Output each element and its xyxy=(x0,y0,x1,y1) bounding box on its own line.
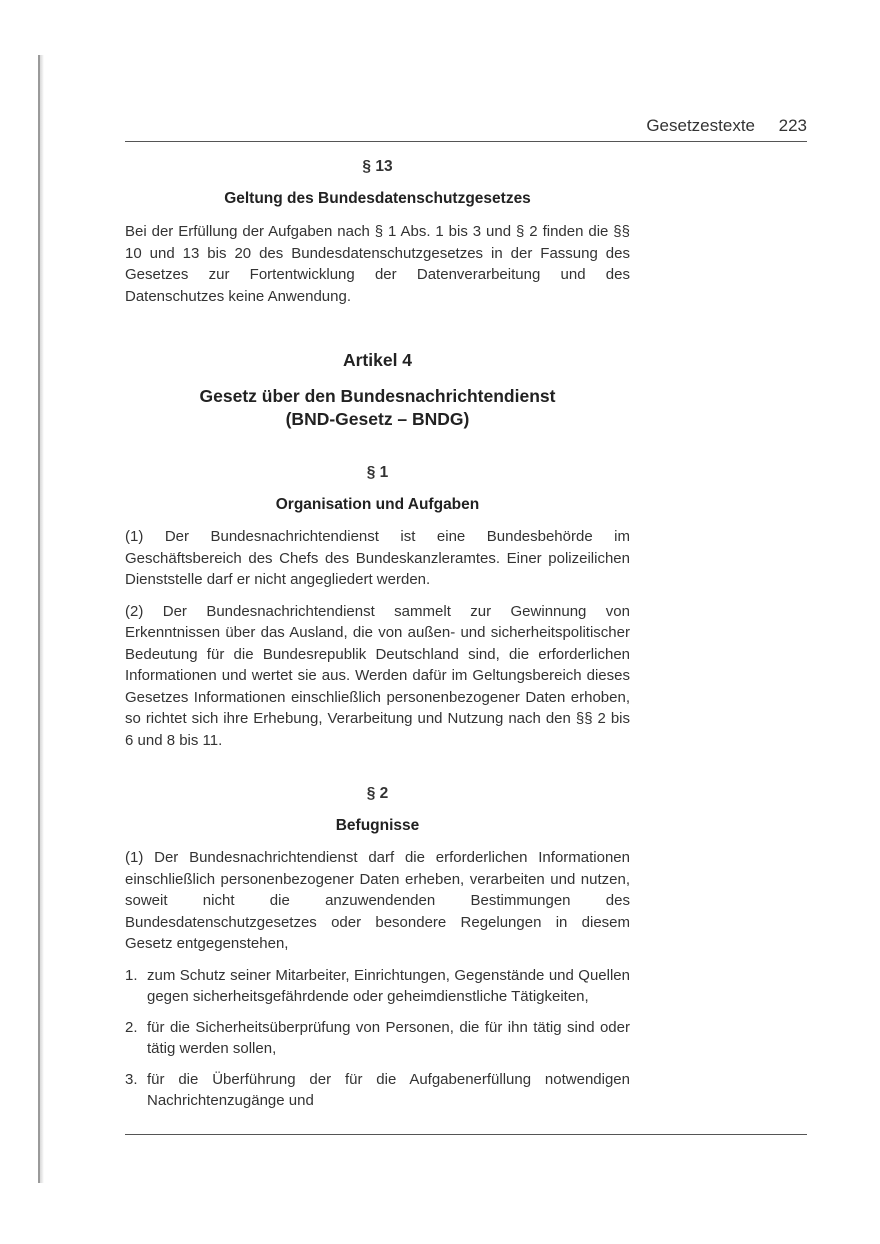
footer-rule xyxy=(125,1134,807,1135)
list-item-text: für die Überführung der für die Aufgabenerfüllung notwendigen Nachrichtenzugänge und xyxy=(147,1070,630,1109)
section-paragraph: (1) Der Bundesnachrichtendienst darf die erforderlichen Informationen einschließlich personenbezogener Daten erheben, verarbeiten und nutzen, soweit nicht die anzuwendenden Bestimmungen des Bundesdatenschutzgesetzes oder besondere Regelungen in diesem Gesetz entgegenstehen, xyxy=(125,849,630,952)
section-number: § 2 xyxy=(366,785,389,802)
list-item-number: 3. xyxy=(125,1070,138,1088)
article-title-line-1: Gesetz über den Bundesnachrichtendienst xyxy=(199,386,556,406)
section-paragraph: Bei der Erfüllung der Aufgaben nach § 1 Abs. 1 bis 3 und § 2 finden die §§ 10 und 13 bis 20 des Bundesdatenschutzgesetzes in der Fassung des Gesetzes zur Fortentwicklung der Datenverarbeitung und des Datenschutzes keine Anwendung. xyxy=(125,223,630,305)
section-paragraph: (2) Der Bundesnachrichtendienst sammelt zur Gewinnung von Erkenntnissen über das Ausland, die von außen- und sicherheitspolitischer Bedeutung für die Bundesrepublik Deutschland sind, die erforderlichen Informationen und wertet sie aus. Werden dafür im Geltungsbereich dieses Gesetzes Informationen einschließlich personenbezogener Daten erhoben, so richtet sich ihre Erhebung, Verarbeitung und Nutzung nach den §§ 2 bis 6 und 8 bis 11. xyxy=(125,602,630,749)
list-item xyxy=(125,1069,630,1112)
list-item xyxy=(125,1017,630,1060)
section-paragraph: (1) Der Bundesnachrichtendienst ist eine Bundesbehörde im Geschäftsbereich des Chefs des Bundeskanzleramtes. Einer polizeilichen Dienststelle darf er nicht angegliedert werden. xyxy=(125,528,630,588)
page-content xyxy=(125,158,630,1112)
section-title: Befugnisse xyxy=(335,817,420,834)
list-item-text: für die Sicherheitsüberprüfung von Personen, die für ihn tätig sind oder tätig werden sollen, xyxy=(147,1018,630,1057)
list-item-text: zum Schutz seiner Mitarbeiter, Einrichtungen, Gegenstände und Quellen gegen sicherheitsgefährdende oder geheimdienstliche Tätigkeiten, xyxy=(147,966,630,1005)
book-spine-edge xyxy=(38,55,40,1183)
article-heading xyxy=(125,350,630,431)
header-rule xyxy=(125,141,807,142)
list-item xyxy=(125,965,630,1008)
section-2 xyxy=(125,785,630,1112)
section-1 xyxy=(125,464,630,751)
article-title-line-2: (BND-Gesetz – BNDG) xyxy=(285,409,470,429)
section-title: Organisation und Aufgaben xyxy=(275,496,480,513)
running-header-title: Gesetzestexte xyxy=(646,116,755,135)
list-item-number: 1. xyxy=(125,966,138,984)
article-number: Artikel 4 xyxy=(342,350,413,370)
section-number: § 1 xyxy=(366,464,389,481)
page-number: 223 xyxy=(778,116,807,135)
section-13 xyxy=(125,158,630,307)
enumerated-list xyxy=(125,965,630,1112)
list-item-number: 2. xyxy=(125,1018,138,1036)
running-header xyxy=(125,116,807,140)
document-page xyxy=(125,0,807,1244)
section-number: § 13 xyxy=(362,158,393,175)
section-title: Geltung des Bundesdatenschutzgesetzes xyxy=(224,190,531,207)
